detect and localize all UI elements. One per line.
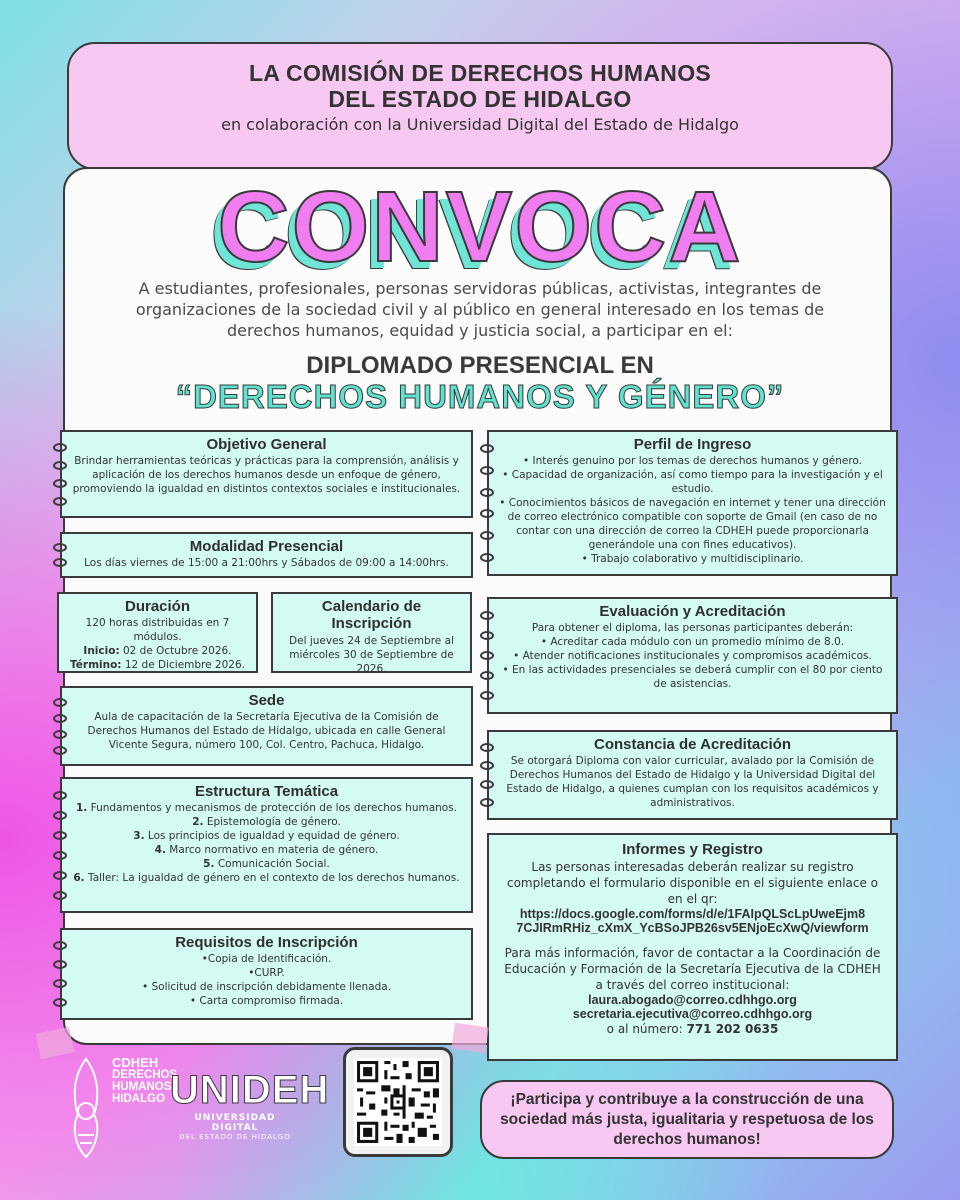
informes-body1: Las personas interesadas deberán realizar su registro completando el formulario disponible en el siguiente enlace o en el qr: [506, 860, 879, 906]
spiral-rings [53, 785, 69, 905]
termino-label: Término: [70, 659, 122, 671]
estructura-item: 6. Taller: La igualdad de género en el contexto de los derechos humanos. [73, 872, 460, 884]
requisitos-item: • Carta compromiso firmada. [189, 995, 344, 1007]
card-perfil [487, 430, 898, 576]
requisitos-item: •CURP. [248, 967, 285, 979]
duracion-title: Duración [124, 598, 190, 615]
modalidad-title: Modalidad Presencial [189, 538, 344, 555]
modalidad-body: Los días viernes de 15:00 a 21:00hrs y Sábados de 09:00 a 14:00hrs. [84, 557, 449, 569]
card-requisitos [60, 928, 473, 1020]
objetivo-body: Brindar herramientas teóricas y prácticas para la comprensión, análisis y aplicación de los derechos humanos desde un enfoque de género, promoviendo la igualdad en distintos contextos sociales e institucionales. [72, 455, 461, 495]
card-modalidad [60, 532, 473, 578]
evaluacion-item: • Atender notificaciones institucionales y compromisos académicos. [513, 650, 872, 662]
tape-decoration [451, 1023, 488, 1053]
constancia-title: Constancia de Acreditación [594, 736, 791, 753]
constancia-body: Se otorgará Diploma con valor curricular, avalado por la Comisión de Derechos Humanos del Estado de Hidalgo y la Universidad Digital del Estado de Hidalgo, a quienes cumplan con los requisitos académicos y administrativos. [506, 755, 879, 809]
inicio-date: 02 de Octubre 2026. [122, 645, 232, 657]
requisitos-item: • Solicitud de inscripción debidamente llenada. [141, 981, 392, 993]
registration-qr-code[interactable] [343, 1047, 453, 1157]
unideh-logo [170, 1068, 330, 1141]
spiral-rings [53, 936, 69, 1012]
closing-message: ¡Participa y contribuye a la construcción de una sociedad más justa, igualitaria y respetuosa de los derechos humanos! [480, 1080, 894, 1159]
duracion-line1: 120 horas distribuidas en 7 módulos. [85, 617, 230, 643]
card-estructura [60, 777, 473, 913]
evaluacion-item: • En las actividades presenciales se deberá cumplir con el 80 por ciento de asistencias. [502, 664, 883, 690]
spiral-rings [480, 738, 496, 812]
perfil-item: • Trabajo colaborativo y multidisciplinario. [581, 553, 804, 565]
estructura-item: 3. Los principios de igualdad y equidad de género. [133, 830, 400, 842]
informes-title: Informes y Registro [622, 841, 763, 858]
evaluacion-item: • Acreditar cada módulo con un promedio mínimo de 8.0. [540, 636, 845, 648]
phone-number[interactable]: 771 202 0635 [686, 1022, 779, 1036]
intro-text: A estudiantes, profesionales, personas servidoras públicas, activistas, integrantes de organizaciones de la sociedad civil y al público en general interesado en los temas de derechos humanos, equidad y justicia social, a participar en el: [135, 279, 825, 340]
qr-code-icon [354, 1058, 442, 1146]
header-subtitle: en colaboración con la Universidad Digital del Estado de Hidalgo [221, 115, 739, 134]
card-sede [60, 686, 473, 766]
estructura-item: 5. Comunicación Social. [203, 858, 330, 870]
perfil-title: Perfil de Ingreso [633, 436, 752, 453]
estructura-title: Estructura Temática [194, 783, 339, 800]
perfil-item: • Conocimientos básicos de navegación en internet y tener una dirección de correo electrónico compatible con soporte de Gmail (en caso de no contar con una dirección de correo la CDHEH puede proporcionarla generándole una con fines educativos). [499, 497, 886, 551]
unideh-subtitle: UNIVERSIDAD DIGITAL [194, 1113, 276, 1133]
sede-body: Aula de capacitación de la Secretaría Ejecutiva de la Comisión de Derechos Humanos del Estado de Hidalgo, ubicada en calle General Vicente Segura, número 100, Col. Centro, Pachuca, Hidalgo. [87, 711, 446, 751]
estructura-item: 4. Marco normativo en materia de género. [154, 844, 379, 856]
phone-prefix: o al número: [606, 1022, 683, 1036]
card-evaluacion [487, 597, 898, 714]
spiral-rings [480, 605, 496, 706]
card-duracion [57, 592, 258, 673]
requisitos-title: Requisitos de Inscripción [175, 934, 358, 951]
estructura-item: 2. Epistemología de género. [192, 816, 341, 828]
objetivo-title: Objetivo General [206, 436, 327, 453]
termino-date: 12 de Diciembre 2026. [124, 659, 245, 671]
header-title-line1: LA COMISIÓN DE DERECHOS HUMANOS [248, 60, 712, 86]
diplomado-title: DIPLOMADO PRESENCIAL EN [306, 352, 654, 379]
card-calendario [271, 592, 472, 673]
email-secretaria[interactable]: secretaria.ejecutiva@correo.cdhhgo.org [572, 1007, 813, 1021]
diplomado-name: “DERECHOS HUMANOS Y GÉNERO” [175, 378, 785, 415]
registration-link-line1[interactable]: https://docs.google.com/forms/d/e/1FAIpQLScLpUweEjm8 [519, 907, 866, 921]
spiral-rings [53, 540, 69, 570]
email-laura[interactable]: laura.abogado@correo.cdhhgo.org [588, 993, 797, 1007]
perfil-item: • Capacidad de organización, así como tiempo para la investigación y el estudio. [502, 469, 883, 495]
calendario-body: Del jueves 24 de Septiembre al miércoles 30 de Septiembre de 2026. [289, 635, 454, 675]
cdheh-emblem-icon [68, 1055, 104, 1161]
evaluacion-intro: Para obtener el diploma, las personas participantes deberán: [531, 622, 854, 634]
convoca-title: CONVOCA [217, 171, 743, 283]
spiral-rings [53, 694, 69, 758]
unideh-wordmark: UNIDEH [170, 1068, 330, 1112]
unideh-subtitle-2: DEL ESTADO DE HIDALGO [179, 1133, 291, 1141]
header-title-line2: DEL ESTADO DE HIDALGO [328, 86, 632, 112]
registration-link-line2[interactable]: 7CJIRmRHiz_cXmX_YcBSoJPB26sv5ENjoEcXwQ/viewform [516, 921, 869, 935]
spiral-rings [53, 438, 69, 510]
sede-title: Sede [248, 692, 285, 709]
evaluacion-title: Evaluación y Acreditación [599, 603, 786, 620]
perfil-item: • Interés genuino por los temas de derechos humanos y género. [522, 455, 863, 467]
inicio-label: Inicio: [83, 645, 120, 657]
calendario-title: Calendario de Inscripción [321, 598, 422, 632]
card-informes [487, 833, 898, 1061]
header-banner [67, 42, 893, 170]
estructura-item: 1. Fundamentos y mecanismos de protección de los derechos humanos. [75, 802, 458, 814]
cdheh-logo-text: CDHEH DERECHOS HUMANOS HIDALGO [112, 1055, 178, 1105]
spiral-rings [480, 438, 496, 568]
card-constancia [487, 730, 898, 820]
informes-body2: Para más información, favor de contactar a la Coordinación de Educación y Formación de la Secretaría Ejecutiva de la CDHEH a través del correo institucional: [504, 946, 881, 992]
requisitos-item: •Copia de Identificación. [201, 953, 332, 965]
card-objetivo [60, 430, 473, 518]
